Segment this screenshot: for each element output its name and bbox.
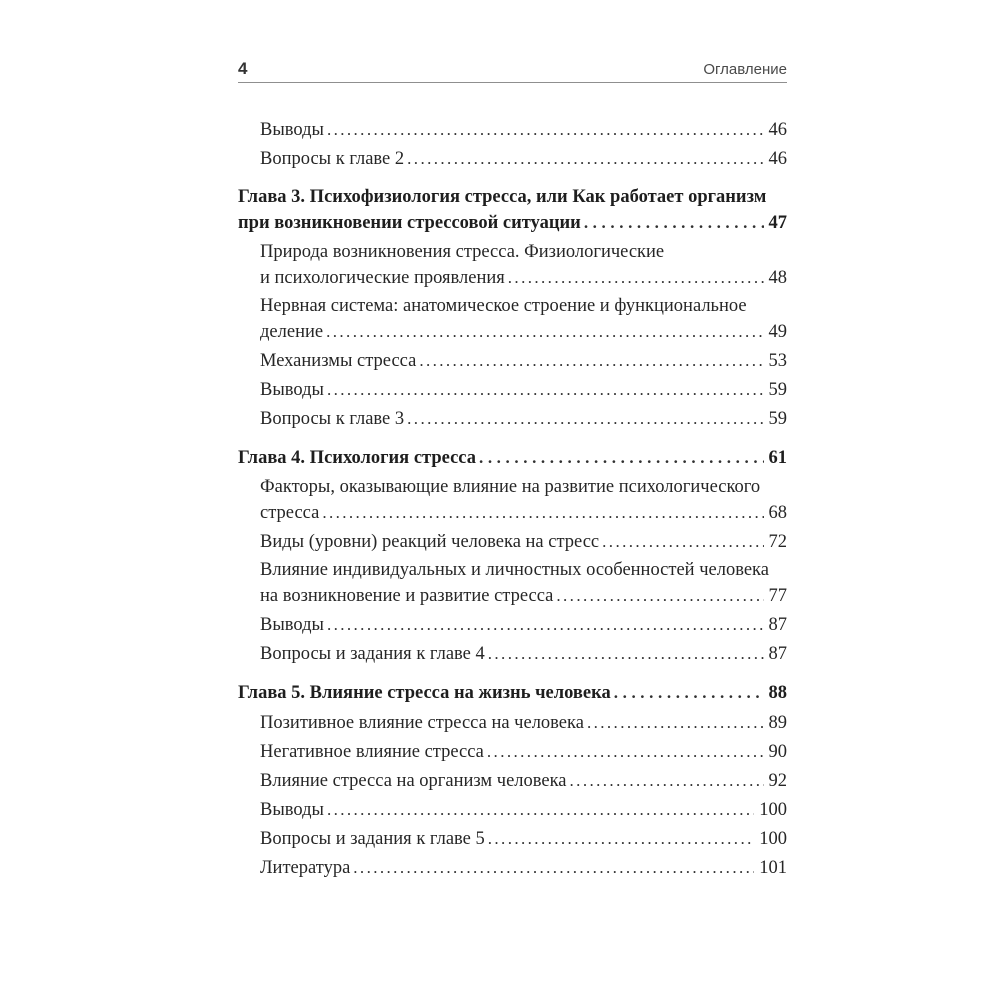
toc-entry-lastline (260, 319, 787, 345)
toc-page-number: 68 (768, 503, 787, 523)
toc-sub-entry (238, 529, 787, 555)
toc-sub-entry (238, 558, 787, 609)
dot-leader (487, 739, 764, 765)
toc-entry-line: Факторы, оказывающие влияние на развитие психологического (260, 477, 761, 497)
toc-entry-label: и психологические проявления (260, 268, 505, 288)
toc-page-number: 87 (768, 615, 787, 635)
folio-page-number: 4 (238, 59, 248, 78)
toc-entry-lastline (260, 797, 787, 823)
toc-entry-label: стресса (260, 503, 320, 523)
dot-leader (327, 612, 764, 638)
dot-leader (407, 406, 763, 432)
toc-entry-lastline (260, 348, 787, 374)
toc-entry-lastline (260, 739, 787, 765)
dot-leader (327, 377, 764, 403)
toc-page-number: 59 (768, 380, 787, 400)
dot-leader (353, 855, 754, 881)
toc-sub-entry (238, 797, 787, 823)
toc-entry-lastline (260, 710, 787, 736)
toc-entry-lastline (238, 445, 787, 471)
toc-entry-lastline (260, 265, 787, 291)
toc-page-number: 59 (768, 409, 787, 429)
toc-entry-line: Нервная система: анатомическое строение и функциональное (260, 296, 747, 316)
toc-sub-entry (238, 240, 787, 291)
toc-page-number: 100 (759, 800, 787, 820)
toc-list (238, 117, 787, 881)
toc-sub-entry (238, 641, 787, 667)
toc-entry-label: Позитивное влияние стресса на человека (260, 713, 584, 733)
toc-page-number: 92 (768, 771, 787, 791)
running-head-title: Оглавление (703, 61, 787, 78)
dot-leader (407, 146, 763, 172)
toc-page-number: 61 (768, 448, 787, 468)
toc-page-number: 88 (768, 683, 787, 703)
toc-sub-entry (238, 406, 787, 432)
dot-leader (419, 348, 763, 374)
toc-entry-label: Выводы (260, 120, 324, 140)
dot-leader (602, 529, 763, 555)
toc-chapter-entry (238, 185, 787, 236)
toc-sub-entry (238, 826, 787, 852)
dot-leader (327, 117, 764, 143)
toc-entry-lastline (238, 680, 787, 706)
toc-page-number: 89 (768, 713, 787, 733)
toc-entry-line: Глава 3. Психофизиология стресса, или Как работает организм (238, 187, 767, 207)
toc-entry-label: при возникновении стрессовой ситуации (238, 213, 581, 233)
dot-leader (584, 210, 764, 236)
toc-entry-lastline (260, 826, 787, 852)
toc-chapter-entry (238, 680, 787, 706)
toc-page-number: 77 (768, 586, 787, 606)
toc-entry-lastline (260, 612, 787, 638)
dot-leader (322, 500, 763, 526)
toc-entry-lastline (260, 583, 787, 609)
dot-leader (326, 319, 763, 345)
page-content (238, 60, 787, 884)
toc-entry-label: деление (260, 322, 324, 342)
toc-entry-label: Виды (уровни) реакций человека на стресс (260, 532, 600, 552)
toc-entry-lastline (260, 529, 787, 555)
toc-sub-entry (238, 710, 787, 736)
toc-page-number: 47 (768, 213, 787, 233)
toc-page-number: 49 (768, 322, 787, 342)
toc-entry-lastline (260, 406, 787, 432)
toc-page-number: 46 (768, 149, 787, 169)
dot-leader (479, 445, 764, 471)
toc-page-number: 87 (768, 644, 787, 664)
toc-entry-line: Природа возникновения стресса. Физиологические (260, 242, 665, 262)
toc-entry-label: Глава 4. Психология стресса (238, 448, 476, 468)
toc-sub-entry (238, 739, 787, 765)
toc-entry-label: Вопросы к главе 3 (260, 409, 405, 429)
toc-entry-label: Глава 5. Влияние стресса на жизнь человека (238, 683, 611, 703)
toc-page-number: 100 (759, 829, 787, 849)
toc-entry-label: Выводы (260, 380, 324, 400)
toc-sub-entry (238, 768, 787, 794)
toc-entry-label: Выводы (260, 615, 324, 635)
toc-sub-entry (238, 377, 787, 403)
toc-sub-entry (238, 294, 787, 345)
toc-entry-label: Вопросы и задания к главе 5 (260, 829, 485, 849)
toc-entry-label: на возникновение и развитие стресса (260, 586, 554, 606)
toc-entry-lastline (260, 641, 787, 667)
toc-entry-lastline (260, 855, 787, 881)
toc-entry-lastline (260, 117, 787, 143)
toc-page-number: 48 (768, 268, 787, 288)
running-head (238, 60, 787, 83)
toc-sub-entry (238, 855, 787, 881)
toc-entry-label: Литература (260, 858, 351, 878)
toc-sub-entry (238, 117, 787, 143)
toc-sub-entry (238, 348, 787, 374)
dot-leader (508, 265, 764, 291)
toc-entry-label: Вопросы к главе 2 (260, 149, 405, 169)
toc-page-number: 90 (768, 742, 787, 762)
toc-entry-label: Влияние стресса на организм человека (260, 771, 567, 791)
dot-leader (488, 826, 755, 852)
toc-entry-label: Механизмы стресса (260, 351, 417, 371)
toc-sub-entry (238, 612, 787, 638)
toc-sub-entry (238, 475, 787, 526)
toc-page-number: 72 (768, 532, 787, 552)
toc-entry-label: Вопросы и задания к главе 4 (260, 644, 485, 664)
toc-page-number: 101 (759, 858, 787, 878)
toc-page-number: 53 (768, 351, 787, 371)
toc-entry-lastline (260, 500, 787, 526)
dot-leader (614, 680, 764, 706)
toc-sub-entry (238, 146, 787, 172)
toc-entry-lastline (260, 146, 787, 172)
toc-entry-lastline (260, 377, 787, 403)
toc-chapter-entry (238, 445, 787, 471)
dot-leader (570, 768, 764, 794)
toc-entry-label: Негативное влияние стресса (260, 742, 484, 762)
toc-entry-label: Выводы (260, 800, 324, 820)
toc-page-number: 46 (768, 120, 787, 140)
dot-leader (556, 583, 763, 609)
toc-entry-lastline (238, 210, 787, 236)
dot-leader (587, 710, 764, 736)
dot-leader (327, 797, 754, 823)
toc-entry-line: Влияние индивидуальных и личностных особенностей человека (260, 560, 769, 580)
dot-leader (488, 641, 764, 667)
toc-entry-lastline (260, 768, 787, 794)
